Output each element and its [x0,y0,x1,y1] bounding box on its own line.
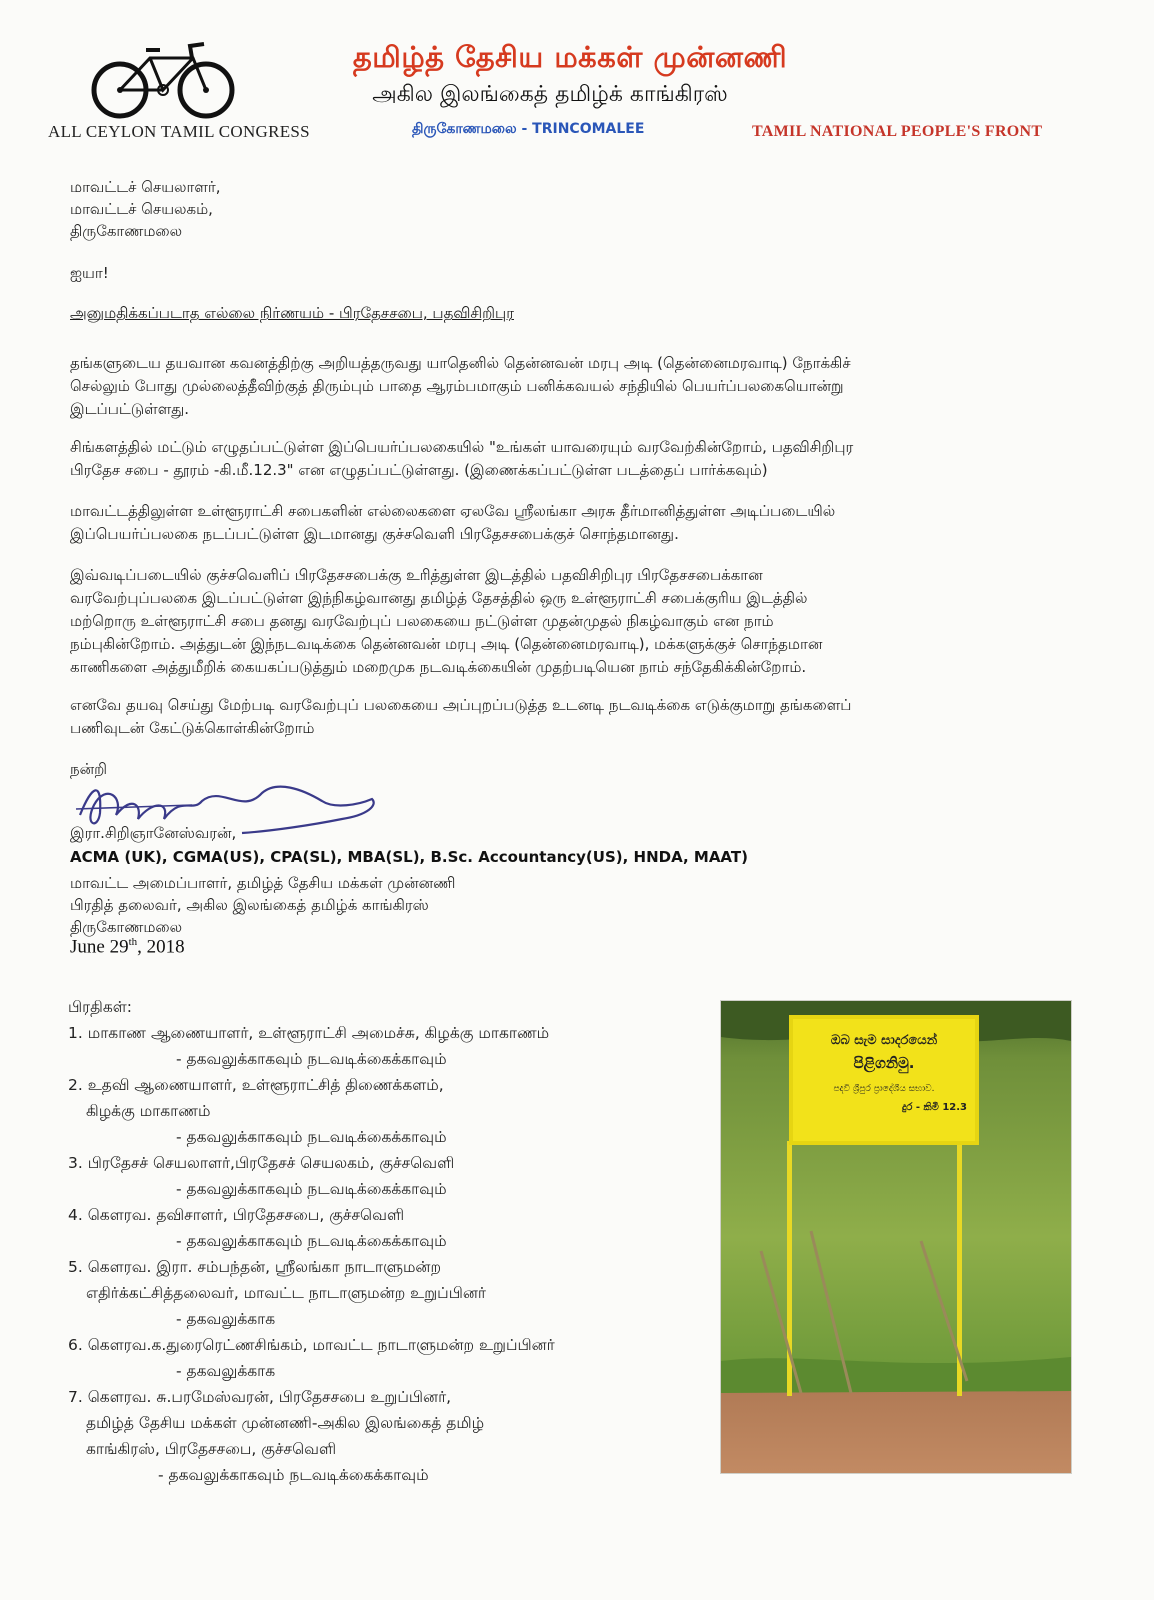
role-line: திருகோணமலை [70,918,183,936]
copy-item: 1. மாகாண ஆணையாளர், உள்ளூராட்சி அமைச்சு, கிழக்கு மாகாணம் [68,1024,550,1042]
location-label: திருகோணமலை - TRINCOMALEE [412,121,645,137]
signboard-photo [720,1000,1072,1474]
paragraph-line: சிங்களத்தில் மட்டும் எழுதப்பட்டுள்ள இப்பெயர்ப்பலகையில் "உங்கள் யாவரையும் வரவேற்கின்றோம், பதவிசிறிபுர [70,438,854,456]
address-line: மாவட்டச் செயலகம், [70,200,213,218]
paragraph-line: எனவே தயவு செய்து மேற்படி வரவேற்புப் பலகையை அப்புறப்படுத்த உடனடி நடவடிக்கை எடுக்குமாறு தங்களைப் [70,696,852,714]
copy-item: 3. பிரதேசச் செயலாளர்,பிரதேசச் செயலகம், குச்சவெளி [68,1154,455,1172]
body-paragraph [70,352,1070,421]
copy-item: 4. கௌரவ. தவிசாளர், பிரதேசசபை, குச்சவெளி [68,1206,405,1224]
role-line: பிரதித் தலைவர், அகில இலங்கைத் தமிழ்க் காங்கிரஸ் [70,896,429,914]
paragraph-line: வரவேற்புப்பலகை இடப்பட்டுள்ள இந்நிகழ்வானது தமிழ்த் தேசத்தில் ஒரு உள்ளூராட்சி சபைக்குரிய இடத்தில் [70,589,808,607]
copy-item: 6. கௌரவ.க.துரைரெட்ணசிங்கம், மாவட்ட நாடாளுமன்ற உறுப்பினர் [68,1336,555,1354]
copy-purpose: - தகவலுக்காகவும் நடவடிக்கைக்காவும் [176,1180,447,1198]
address-line: திருகோணமலை [70,222,183,240]
body-paragraph [70,500,1070,546]
paragraph-line: நம்புகின்றோம். அத்துடன் இந்நடவடிக்கை தென்னவன் மரபு அடி (தென்னைமரவாடி), மக்களுக்குச் சொந்தமான [70,635,823,653]
paragraph-line: செல்லும் போது முல்லைத்தீவிற்குத் திரும்பும் பாதை ஆரம்பமாகும் பனிக்கவயல் சந்தியில் பெயர்ப்பலகையொன்று [70,377,844,395]
copy-item: காங்கிரஸ், பிரதேசசபை, குச்சவெளி [86,1440,337,1458]
closing: நன்றி [70,760,108,778]
recipient-address [70,176,220,242]
front-name-english: TAMIL NATIONAL PEOPLE'S FRONT [752,123,1043,140]
body-paragraph [70,564,1070,679]
copies-list [68,994,555,1488]
copy-purpose: - தகவலுக்காகவும் நடவடிக்கைக்காவும் [176,1232,447,1250]
signatory-name: இரா.சிறிஞானேஸ்வரன், [70,824,237,842]
paragraph-line: இப்பெயர்ப்பலகை நடப்பட்டுள்ள இடமானது குச்சவெளி பிரதேசசபைக்குச் சொந்தமானது. [70,525,679,543]
body-paragraph [70,694,1070,740]
copy-purpose: - தகவலுக்காக [176,1362,276,1380]
org-subtitle-tamil: அகில இலங்கைத் தமிழ்க் காங்கிரஸ் [372,82,728,107]
bicycle-icon [88,38,238,120]
copy-item: எதிர்க்கட்சித்தலைவர், மாவட்ட நாடாளுமன்ற உறுப்பினர் [86,1284,486,1302]
date-suffix: th [128,936,138,948]
sign-text: දුර - කිමී 12.3 [901,1102,967,1113]
sign-text: ඔබ සැම සාදරයෙන් [830,1033,938,1048]
sign-text: පිළිගනිමු. [853,1054,915,1072]
signatory-roles [70,872,455,938]
welcome-signboard [789,1015,979,1145]
body-paragraph [70,436,1070,482]
copy-purpose: - தகவலுக்காகவும் நடவடிக்கைக்காவும் [158,1466,429,1484]
address-line: மாவட்டச் செயலாளர், [70,178,221,196]
paragraph-line: தங்களுடைய தயவான கவனத்திற்கு அறியத்தருவது யாதெனில் தென்னவன் மரபு அடி (தென்னைமரவாடி) நோக்கிச் [70,354,851,372]
paragraph-line: மாவட்டத்திலுள்ள உள்ளூராட்சி சபைகளின் எல்லைகளை ஏலவே ஸ்ரீலங்கா அரசு தீர்மானித்துள்ள அடிப்படையில் [70,502,836,520]
subject-line: அனுமதிக்கப்படாத எல்லை நிர்ணயம் - பிரதேசசபை, பதவிசிறிபுர [70,304,514,322]
copy-item: 7. கௌரவ. சு.பரமேஸ்வரன், பிரதேசசபை உறுப்பினர், [68,1388,452,1406]
date-year: , 2018 [137,936,185,958]
signatory-qualifications: ACMA (UK), CGMA(US), CPA(SL), MBA(SL), B.Sc. Accountancy(US), HNDA, MAAT) [70,848,748,866]
paragraph-line: இடப்பட்டுள்ளது. [70,400,190,418]
copies-heading: பிரதிகள்: [68,998,132,1016]
copy-item: 2. உதவி ஆணையாளர், உள்ளூராட்சித் திணைக்களம், [68,1076,444,1094]
paragraph-line: மற்றொரு உள்ளூராட்சி சபை தனது வரவேற்புப் பலகையை நட்டுள்ள முதன்முதல் நிகழ்வாகும் என நாம் [70,612,774,630]
date-day: June 29 [70,936,129,958]
letter-date [70,936,185,958]
copy-item: 5. கௌரவ. இரா. சம்பந்தன், ஸ்ரீலங்கா நாடாளுமன்ற [68,1258,441,1276]
paragraph-line: பணிவுடன் கேட்டுக்கொள்கின்றோம் [70,719,315,737]
copy-item: கிழக்கு மாகாணம் [86,1102,211,1120]
paragraph-line: காணிகளை அத்துமீறிக் கையகப்படுத்தும் மறைமுக நடவடிக்கையின் முதற்படியென நாம் சந்தேகிக்கின்றோம். [70,658,807,676]
org-title-tamil: தமிழ்த் தேசிய மக்கள் முன்னணி [352,40,788,74]
copy-purpose: - தகவலுக்காக [176,1310,276,1328]
copy-purpose: - தகவலுக்காகவும் நடவடிக்கைக்காவும் [176,1128,447,1146]
salutation: ஐயா! [70,264,109,282]
paragraph-line: பிரதேச சபை - தூரம் -கி.மீ.12.3" என எழுதப்பட்டுள்ளது. (இணைக்கப்பட்டுள்ள படத்தைப் பார்க்கவும்) [70,461,768,479]
paragraph-line: இவ்வடிப்படையில் குச்சவெளிப் பிரதேசசபைக்கு உரித்துள்ள இடத்தில் பதவிசிறிபுர பிரதேசசபைக்கான [70,566,763,584]
role-line: மாவட்ட அமைப்பாளர், தமிழ்த் தேசிய மக்கள் முன்னணி [70,874,456,892]
sign-text: පදවි ශ්‍රීපුර ප්‍රාදේශීය සභාව. [833,1084,935,1094]
copy-item: தமிழ்த் தேசிய மக்கள் முன்னணி-அகில இலங்கைத் தமிழ் [86,1414,485,1432]
copy-purpose: - தகவலுக்காகவும் நடவடிக்கைக்காவும் [176,1050,447,1068]
org-name-english: ALL CEYLON TAMIL CONGRESS [48,122,310,141]
